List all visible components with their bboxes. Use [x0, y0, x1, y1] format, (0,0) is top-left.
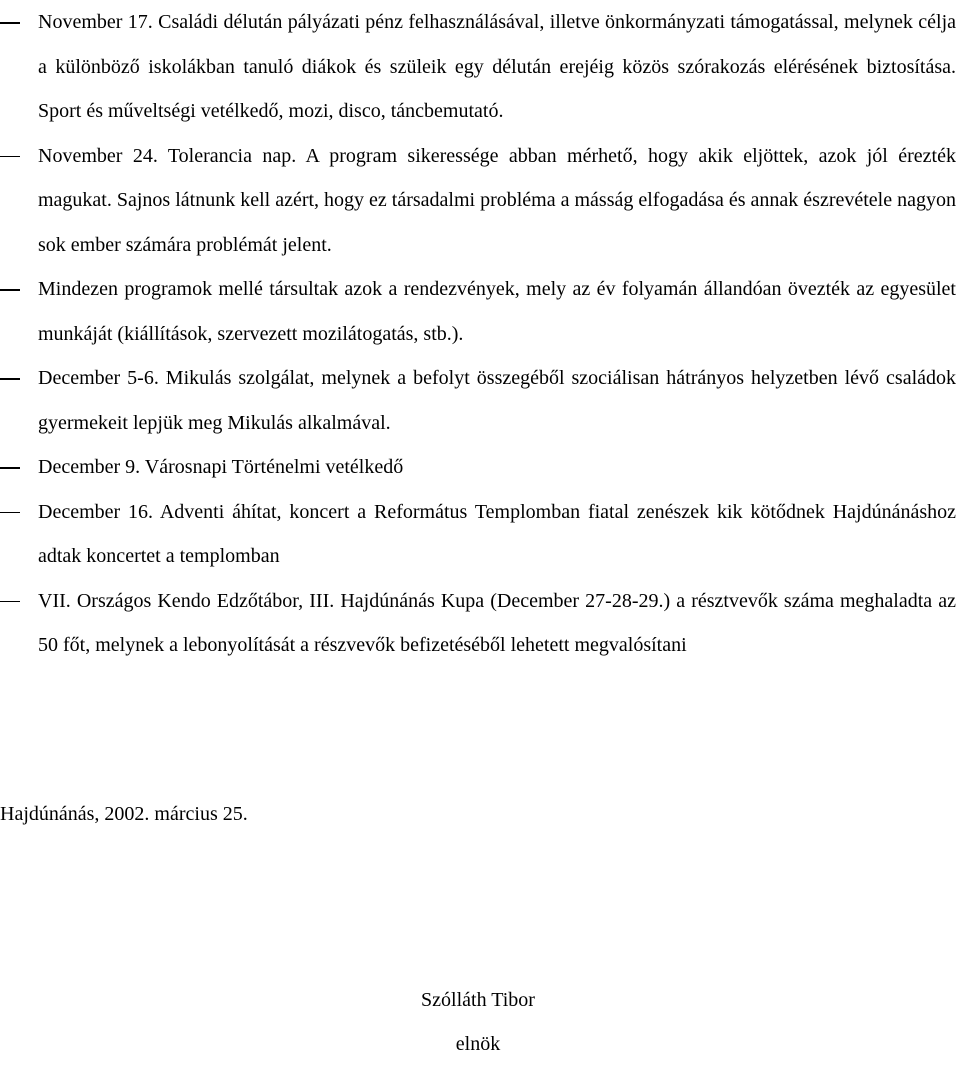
- list-item-text: December 5-6. Mikulás szolgálat, melynek a befolyt összegéből szociálisan hátrányos helyzetben lévő családok gyermekeit lepjük meg Mikulás alkalmával.: [38, 367, 956, 434]
- list-item-text: December 16. Adventi áhítat, koncert a Református Templomban fiatal zenészek kik kötődnek Hajdúnánáshoz adtak koncertet a templomban: [38, 500, 956, 567]
- signatory-name: Szólláth Tibor: [421, 989, 535, 1011]
- list-item: [0, 579, 956, 668]
- list-item: [0, 356, 956, 445]
- list-item-text: VII. Országos Kendo Edzőtábor, III. Hajdúnánás Kupa (December 27-28-29.) a résztvevők száma meghaladta az 50 főt, melynek a lebonyolítását a részvevők befizetéséből lehetett megvalósítani: [38, 589, 956, 656]
- list-item: [0, 445, 956, 490]
- place-and-date: Hajdúnánás, 2002. március 25.: [0, 803, 248, 825]
- signatory-title: elnök: [455, 1033, 501, 1055]
- list-item-text: November 17. Családi délután pályázati pénz felhasználásával, illetve önkormányzati támogatással, melynek célja a különböző iskolákban tanuló diákok és szüleik egy délután erejéig közös szórakozás elérésének biztosítása. Sport és műveltségi vetélkedő, mozi, disco, táncbemutató.: [38, 11, 956, 122]
- list-item-text: December 9. Városnapi Történelmi vetélkedő: [38, 456, 404, 478]
- list-item-text: Mindezen programok mellé társultak azok a rendezvények, mely az év folyamán állandóan övezték az egyesület munkáját (kiállítások, szervezett mozilátogatás, stb.).: [38, 278, 956, 345]
- list-item: [0, 490, 956, 579]
- list-item: [0, 0, 956, 134]
- list-item-text: November 24. Tolerancia nap. A program sikeressége abban mérhető, hogy akik eljöttek, azok jól érezték magukat. Sajnos látnunk kell azért, hogy ez társadalmi probléma a másság elfogadása és annak észrevétele nagyon sok ember számára problémát jelent.: [38, 144, 956, 256]
- list-item: [0, 134, 956, 268]
- list-item: [0, 267, 956, 356]
